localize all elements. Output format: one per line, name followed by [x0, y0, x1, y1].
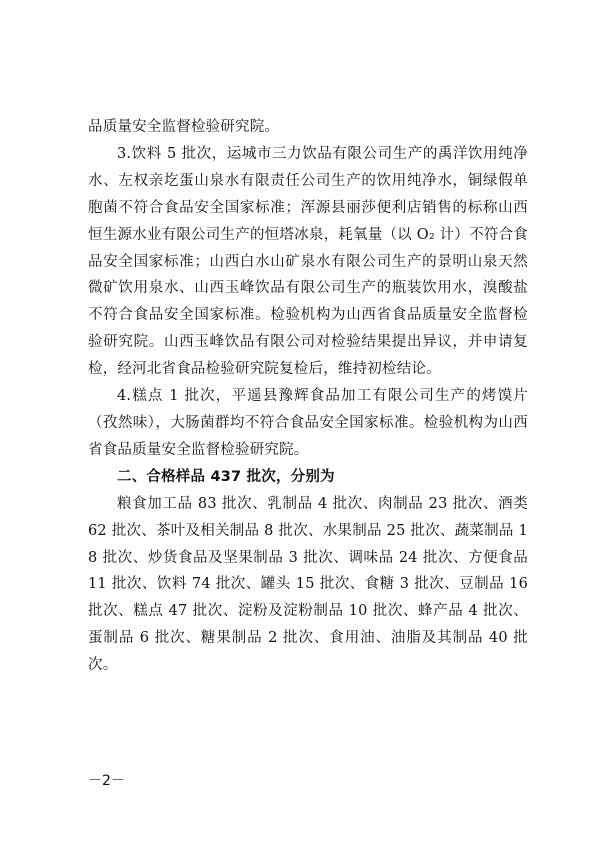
paragraph-qualified-samples-list: 粮食加工品 83 批次、乳制品 4 批次、肉制品 23 批次、酒类 62 批次、茶叶及相关制品 8 批次、水果制品 25 批次、蔬菜制品 18 批次、炒货食品及坚果制品 3 批次、调味品 24 批次、方便食品 11 批次、饮料 74 批次、罐头 15 批次、食糖 3 批次、豆制品 16 批次、糕点 47 批次、淀粉及淀粉制品 10 批次、蜂产品 4 批次、蛋制品 6 批次、糖果制品 2 批次、食用油、油脂及其制品 40 批次。	[88, 495, 528, 674]
page-number: －2－	[88, 773, 125, 789]
paragraph-item-4-pastry: 4.糕点 1 批次，平遥县豫辉食品加工有限公司生产的烤馍片（孜然味），大肠菌群均不符合食品安全国家标准。检验机构为山西省食品质量安全监督检验研究院。	[88, 388, 528, 458]
paragraph-continuation: 品质量安全监督检验研究院。	[88, 119, 280, 135]
paragraph-item-3-beverages: 3.饮料 5 批次，运城市三力饮品有限公司生产的禹洋饮用纯净水、左权亲圪蛋山泉水有限责任公司生产的饮用纯净水，铜绿假单胞菌不符合食品安全国家标准；浑源县丽莎便利店销售的标称山西恒生源水业有限公司生产的恒塔冰泉，耗氧量（以 O₂ 计）不符合食品安全国家标准；山西白水山矿泉水有限公司生产的景明山泉天然微矿饮用泉水、山西玉峰饮品有限公司生产的瓶装饮用水，溴酸盐不符合食品安全国家标准。检验机构为山西省食品质量安全监督检验研究院。山西玉峰饮品有限公司对检验结果提出异议，并申请复检，经河北省食品检验研究院复检后，维持初检结论。	[88, 145, 528, 378]
document-body	[88, 114, 528, 679]
section-heading-qualified-samples: 二、合格样品 437 批次，分别为	[117, 468, 335, 485]
